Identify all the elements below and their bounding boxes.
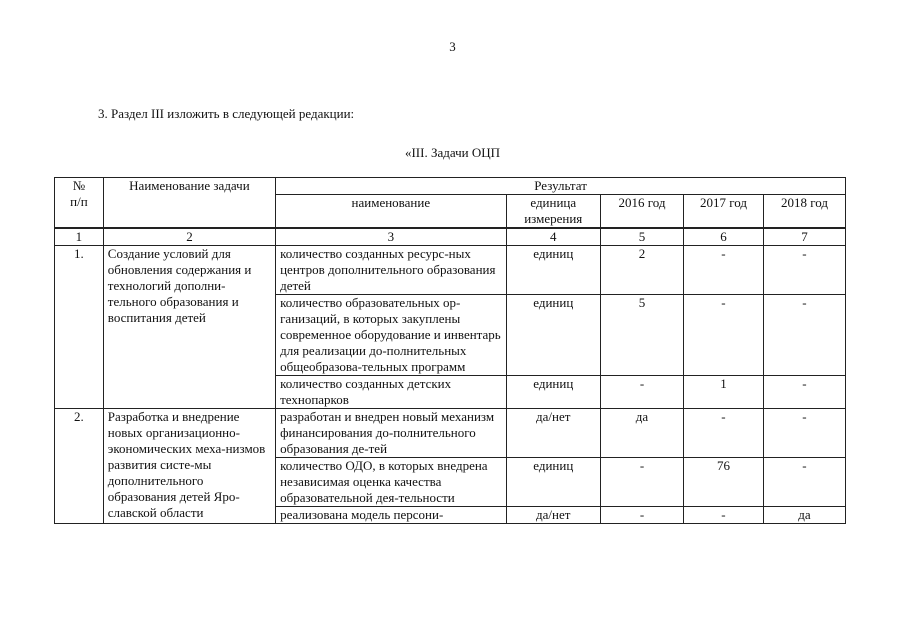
column-number: 5 [600, 228, 683, 246]
value-2018: - [763, 458, 845, 507]
column-number: 7 [763, 228, 845, 246]
tasks-table [54, 177, 846, 524]
value-2018: - [763, 409, 845, 458]
result-unit: да/нет [506, 507, 600, 524]
value-2017: - [684, 246, 764, 295]
table-row [55, 409, 846, 458]
value-2016: - [600, 458, 683, 507]
result-name: количество образовательных ор-ганизаций, в которых закуплены современное оборудование и инвентарь для реализации до-полнительных общеобразова-тельных программ [276, 295, 506, 376]
value-2017: - [684, 295, 764, 376]
table-row [55, 246, 846, 295]
header-2017: 2017 год [684, 195, 764, 229]
value-2018: - [763, 376, 845, 409]
task-number: 2. [55, 409, 104, 524]
header-2018: 2018 год [763, 195, 845, 229]
value-2016: - [600, 507, 683, 524]
value-2018: да [763, 507, 845, 524]
intro-text: 3. Раздел III изложить в следующей редакции: [98, 106, 355, 121]
value-2017: - [684, 409, 764, 458]
column-number: 4 [506, 228, 600, 246]
result-name: реализована модель персони- [276, 507, 506, 524]
result-name: разработан и внедрен новый механизм финансирования до-полнительного образования де-тей [276, 409, 506, 458]
header-2016: 2016 год [600, 195, 683, 229]
value-2016: - [600, 376, 683, 409]
value-2017: - [684, 507, 764, 524]
value-2016: 5 [600, 295, 683, 376]
task-name: Разработка и внедрение новых организационно-экономических меха-низмов развития систе-мы дополнительного образования детей Яро-славской области [103, 409, 275, 524]
column-number: 1 [55, 228, 104, 246]
header-task: Наименование задачи [103, 178, 275, 229]
value-2016: 2 [600, 246, 683, 295]
result-unit: единиц [506, 458, 600, 507]
column-number: 3 [276, 228, 506, 246]
value-2018: - [763, 295, 845, 376]
section-title: «III. Задачи ОЦП [404, 145, 501, 160]
result-name: количество созданных детских технопарков [276, 376, 506, 409]
result-name: количество ОДО, в которых внедрена независимая оценка качества образовательной дея-тельности [276, 458, 506, 507]
result-unit: единиц [506, 376, 600, 409]
result-unit: единиц [506, 295, 600, 376]
page-number: 3 [449, 39, 456, 54]
task-name: Создание условий для обновления содержания и технологий дополни-тельного образования и воспитания детей [103, 246, 275, 409]
header-num: № п/п [55, 178, 104, 229]
header-result: Результат [276, 178, 846, 195]
result-unit: единиц [506, 246, 600, 295]
column-number: 2 [103, 228, 275, 246]
result-unit: да/нет [506, 409, 600, 458]
result-name: количество созданных ресурс-ных центров дополнительного образования детей [276, 246, 506, 295]
column-number: 6 [684, 228, 764, 246]
header-unit: единица измерения [506, 195, 600, 229]
header-name: наименование [276, 195, 506, 229]
column-number-row [55, 228, 846, 246]
value-2016: да [600, 409, 683, 458]
value-2017: 76 [684, 458, 764, 507]
header-row-1 [55, 178, 846, 195]
value-2018: - [763, 246, 845, 295]
value-2017: 1 [684, 376, 764, 409]
task-number: 1. [55, 246, 104, 409]
